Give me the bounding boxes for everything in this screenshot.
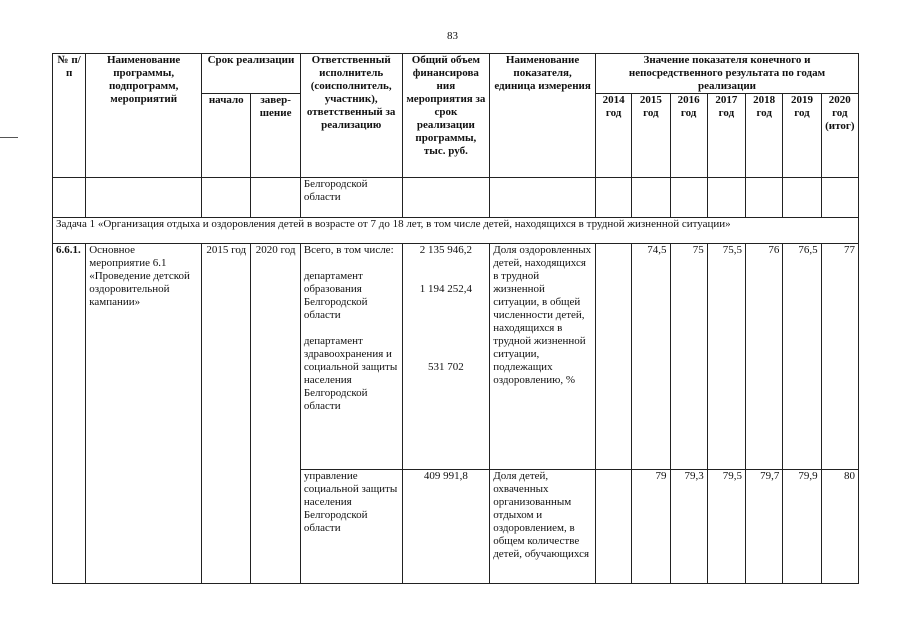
header-num: № п/п (53, 54, 86, 178)
header-year-2020: 2020 год (итог) (821, 94, 858, 178)
executor-total: Всего, в том числе: (303, 244, 394, 256)
cont-finance (402, 178, 490, 218)
cont-v2020 (821, 178, 858, 218)
header-values-group: Значение показателя конечного и непосредственного результата по годам реализации (595, 54, 858, 94)
activity-name: Основное мероприятие 6.1 «Проведение детской оздоровительной кампании» (86, 244, 202, 584)
page-number: 83 (447, 30, 458, 42)
value-1-2015: 74,5 (632, 244, 670, 470)
amount-total: 2 135 946,2 (419, 244, 472, 256)
program-table (52, 53, 859, 584)
value-2-2016: 79,3 (670, 470, 707, 584)
value-2-2020: 80 (821, 470, 858, 584)
value-2-2019: 79,9 (783, 470, 821, 584)
cont-executor: Белгородской области (300, 178, 402, 218)
header-year-2014: 2014 год (595, 94, 631, 178)
header-row-1 (53, 54, 859, 94)
cont-v2016 (670, 178, 707, 218)
value-1-2020: 77 (821, 244, 858, 470)
value-1-2016: 75 (670, 244, 707, 470)
amount-education: 1 194 252,4 (419, 283, 472, 295)
value-2-2015: 79 (632, 470, 670, 584)
cont-end (251, 178, 300, 218)
continuation-row (53, 178, 859, 218)
activity-num: 6.6.1. (53, 244, 86, 584)
amount-social: 409 991,8 (402, 470, 490, 584)
cont-indicator (490, 178, 596, 218)
header-indicator: Наименование показателя, единица измерения (490, 54, 596, 178)
header-year-2015: 2015 год (632, 94, 670, 178)
cont-v2019 (783, 178, 821, 218)
header-term-start: начало (202, 94, 251, 178)
header-term: Срок реализации (202, 54, 301, 94)
cont-v2018 (746, 178, 783, 218)
header-executor: Ответственный исполнитель (соисполнитель, участник), ответственный за реализацию (300, 54, 402, 178)
main-activity-row (53, 244, 859, 470)
activity-start: 2015 год (202, 244, 251, 584)
header-year-2019: 2019 год (783, 94, 821, 178)
executor-health: департамент здравоохранения и социальной защиты населения Белгородской области (303, 335, 398, 412)
cont-name (86, 178, 202, 218)
header-term-end: завер-шение (251, 94, 300, 178)
executor-social: управление социальной защиты населения Белгородской области (300, 470, 402, 584)
activity-executors (300, 244, 402, 470)
indicator-2: Доля детей, охваченных организованным отдыхом и оздоровлением, в общем количестве детей, обучающихся (490, 470, 596, 584)
executor-education: департамент образования Белгородской области (303, 270, 368, 321)
value-2-2014 (595, 470, 631, 584)
activity-amounts (402, 244, 490, 470)
indicator-1: Доля оздоровленных детей, находящихся в трудной жизненной ситуации, в общей численности детей, находящихся в трудной жизненной ситуации, подлежащих оздоровлению, % (490, 244, 596, 470)
cont-v2015 (632, 178, 670, 218)
value-1-2018: 76 (746, 244, 783, 470)
header-year-2016: 2016 год (670, 94, 707, 178)
value-1-2014 (595, 244, 631, 470)
cont-num (53, 178, 86, 218)
header-year-2017: 2017 год (707, 94, 745, 178)
amount-health: 531 702 (427, 361, 464, 373)
value-1-2019: 76,5 (783, 244, 821, 470)
task-row (53, 218, 859, 244)
activity-end: 2020 год (251, 244, 300, 584)
cont-v2017 (707, 178, 745, 218)
header-year-2018: 2018 год (746, 94, 783, 178)
cont-v2014 (595, 178, 631, 218)
cont-start (202, 178, 251, 218)
margin-mark (0, 137, 18, 138)
value-2-2018: 79,7 (746, 470, 783, 584)
value-2-2017: 79,5 (707, 470, 745, 584)
value-1-2017: 75,5 (707, 244, 745, 470)
header-finance: Общий объем финансирова ния мероприятия за срок реализации программы, тыс. руб. (402, 54, 490, 178)
header-name: Наименование программы, подпрограмм, мероприятий (86, 54, 202, 178)
task-title: Задача 1 «Организация отдыха и оздоровления детей в возрасте от 7 до 18 лет, в том числе детей, находящихся в трудной жизненной ситуации» (53, 218, 859, 244)
